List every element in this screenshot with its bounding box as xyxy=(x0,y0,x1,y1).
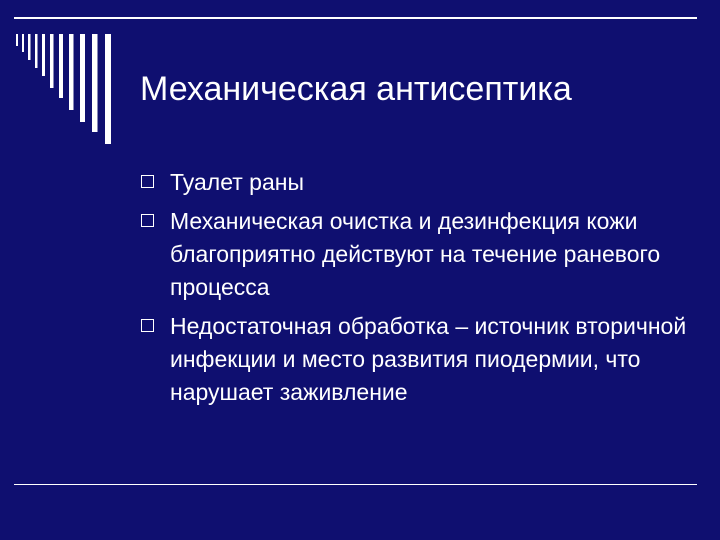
decorative-bars xyxy=(14,34,124,154)
bullet-text: Механическая очистка и дезинфекция кожи благоприятно действуют на течение раневого процесса xyxy=(170,208,661,300)
bullet-text: Недостаточная обработка – источник вторичной инфекции и место развития пиодермии, что нарушает заживление xyxy=(170,313,687,405)
top-rule xyxy=(14,17,697,19)
bullet-item xyxy=(140,205,700,304)
slide-title: Механическая антисептика xyxy=(140,70,572,108)
bullet-item xyxy=(140,166,700,199)
square-bullet-icon xyxy=(141,319,154,332)
square-bullet-icon xyxy=(141,175,154,188)
square-bullet-icon xyxy=(141,214,154,227)
bottom-rule xyxy=(14,484,697,485)
bullet-list xyxy=(140,166,700,415)
bullet-text: Туалет раны xyxy=(170,169,304,195)
bullet-item xyxy=(140,310,700,409)
